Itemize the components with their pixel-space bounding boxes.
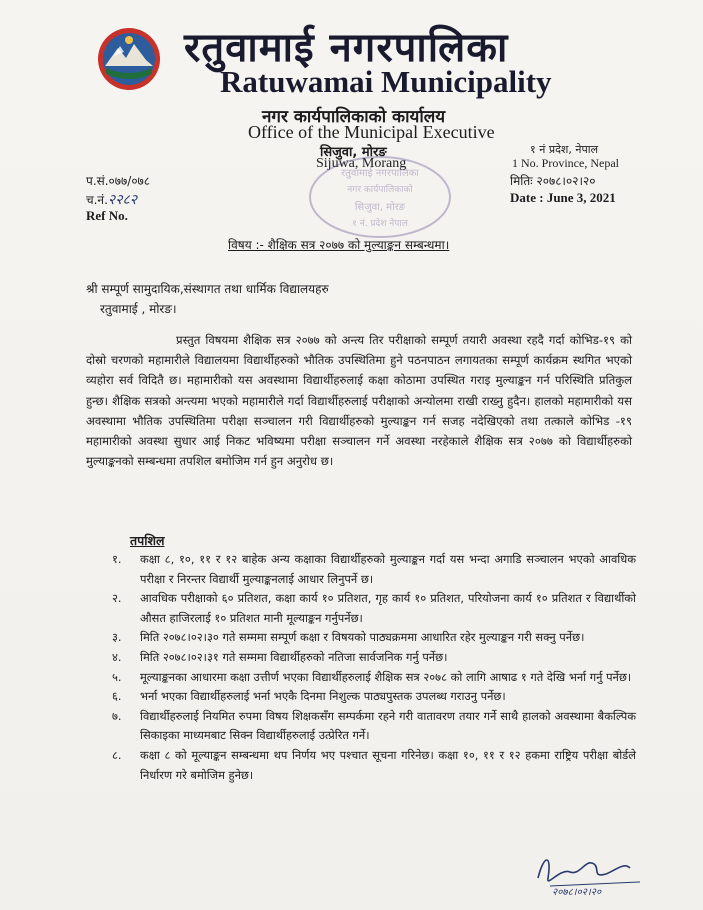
province-nepali: १ नं प्रदेश, नेपाल	[530, 143, 599, 156]
municipality-emblem-icon	[96, 26, 162, 92]
stamp-text-4: १ नं. प्रदेश नेपाल	[352, 219, 408, 229]
stamp-text-2: नगर कार्यपालिकाको	[347, 185, 413, 195]
office-stamp-icon	[300, 150, 460, 244]
office-nepali: नगर कार्यपालिकाको कार्यालय	[262, 107, 446, 127]
list-item-text: मिति २०७८।०२।३० गते सम्ममा सम्पूर्ण कक्षा र विषयको पाठ्यक्रममा आधारित रहेर मुल्याङ्कन गरी सक्नु पर्नेछ।	[140, 630, 585, 645]
list-item-text: आवधिक परीक्षाको ६० प्रतिशत, कक्षा कार्य १० प्रतिशत, गृह कार्य १० प्रतिशत, परियोजना कार्य १० प्रतिशत र विद्यार्थीको औसत हाजिरलाई १० प्रतिशत मानी मूल्याङ्कन गर्नुपर्नेछ।	[140, 591, 636, 625]
title-nepali: रतुवामाई नगरपालिका	[184, 25, 509, 71]
recipient-line-1: श्री सम्पूर्ण सामुदायिक,संस्थागत तथा धार्मिक विद्यालयहरु	[86, 282, 329, 296]
recipient-line-2: रतुवामाई , मोरङ।	[100, 302, 177, 316]
dispatch-number	[86, 190, 137, 209]
location-nepali: सिजुवा, मोरङ	[320, 145, 387, 160]
list-item-number: ८.	[112, 747, 122, 762]
list-item-text: भर्ना भएका विद्यार्थीहरुलाई भर्ना भएकै दिनमा निशुल्क पाठ्यपुस्तक उपलब्ध गराउनु पर्नेछ।	[140, 689, 506, 704]
location-english: Sijuwa, Morang	[316, 156, 407, 171]
body-paragraph: प्रस्तुत विषयमा शैक्षिक सत्र २०७७ को अन्त्य तिर परीक्षाको सम्पूर्ण तयारी अवस्था रहदै गर्दा कोभिड-१९ को दोस्रो चरणको महामारीले विद्यालयमा विद्यार्थीहरुको भौतिक उपस्थितिमा हुने पठनपाठन लगायतका सम्पूर्ण कार्यक्रम स्थगित भएको व्यहोरा सर्व विदितै छ। महामारीको यस अवस्थामा विद्यार्थीहरुलाई कक्षा कोठामा उपस्थित गराइ मुल्याङ्कन गर्न परिस्थिति प्रतिकुल हुन्छ। शैक्षिक सत्रको अन्त्यमा भएको महामारीले गर्दा विद्यार्थीहरुलाई परीक्षाको अन्योलमा राखी राख्नु हुदैन। हालको महामारीको यस अवस्थामा भौतिक उपस्थितिमा परीक्षा सञ्चालन गरी विद्यार्थीहरुको मुल्याङ्कन गर्न सजह नदेखिएको तथा तत्काले कोभिड -१९ महामारीको अवस्था सुधार आई निकट भविष्यमा परीक्षा सञ्चालन गर्ने अवस्था नरहेकाले शैक्षिक सत्र २०७७ को विद्यार्थीहरुको मुल्याङ्कनको सम्बन्धमा तपशिल बमोजिम गर्न हुन अनुरोध छ।	[86, 333, 632, 469]
subject-line: विषय :- शैक्षिक सत्र २०७७ को मुल्याङ्कन सम्बन्धमा।	[228, 238, 450, 252]
signature-date: २०७८।०२।२०	[552, 887, 602, 898]
list-item	[112, 628, 636, 648]
list-item	[112, 550, 636, 589]
fiscal-year-number: प.सं.०७७/०७८	[86, 174, 151, 188]
details-heading: तपशिल	[130, 533, 165, 548]
list-item-text: कक्षा ८ को मूल्याङ्कन सम्बन्धमा थप निर्णय भए पश्चात सूचना गरिनेछ। कक्षा १०, ११ र १२ हकमा राष्ट्रिय परीक्षा बोर्डले निर्धारण गरे बमोजिम हुनेछ।	[140, 747, 636, 782]
list-item-text: मूल्याङ्कनका आधारमा कक्षा उत्तीर्ण भएका विद्यार्थीहरुलाई शैक्षिक सत्र २०७८ को लागि आषाढ १ गते देखि भर्ना गर्नु पर्नेछ।	[140, 669, 632, 684]
list-item	[112, 648, 636, 668]
stamp-text-3: सिजुवा, मोरङ	[354, 202, 406, 213]
province-english: 1 No. Province, Nepal	[512, 156, 619, 170]
list-item-number: ७.	[112, 708, 122, 723]
ref-no-label: Ref No.	[86, 208, 128, 223]
list-item-number: ५.	[112, 669, 122, 684]
list-item-text: विद्यार्थीहरुलाई नियमित रुपमा विषय शिक्षकसँग सम्पर्कमा रहने गरी वातावरण तयार गर्ने साथै हालको अवस्थामा बैकल्पिक सिकाइका माध्यमबाट सिक्न विद्यार्थीहरुलाई उत्प्रेरित गर्ने।	[140, 708, 636, 743]
list-item	[112, 707, 636, 746]
list-item-number: ४.	[112, 649, 122, 664]
office-english: Office of the Municipal Executive	[248, 122, 495, 142]
list-item-text: मिति २०७८।०२।३१ गते सम्ममा विद्यार्थीहरुको नतिजा सार्वजनिक गर्नु पर्नेछ।	[140, 649, 448, 664]
stamp-text-1: रतुवामाई नगरपालिका	[341, 168, 419, 179]
list-item-number: २.	[112, 591, 122, 606]
list-item	[112, 668, 636, 688]
list-item	[112, 589, 636, 628]
date-english: Date : June 3, 2021	[510, 190, 616, 205]
list-item-text: कक्षा ८, १०, ११ र १२ बाहेक अन्य कक्षाका विद्यार्थीहरुको मुल्याङ्कन गर्दा यस भन्दा अगाडि सञ्चालन भएको आवधिक परीक्षा र निरन्तर विद्यार्थी मुल्याङ्कनलाई आधार लिनुपर्ने छ।	[140, 552, 636, 586]
list-item-number: ६.	[112, 689, 122, 704]
dispatch-label: च.नं.	[86, 193, 108, 207]
list-item	[112, 746, 636, 785]
date-nepali: मितिः २०७८।०२।२०	[510, 174, 596, 188]
title-english: Ratuwamai Municipality	[220, 64, 552, 99]
list-item-number: ३.	[112, 630, 122, 645]
details-list	[112, 550, 636, 785]
list-item	[112, 687, 636, 707]
dispatch-value: २२८२	[107, 192, 138, 208]
list-item-number: १.	[112, 552, 122, 566]
